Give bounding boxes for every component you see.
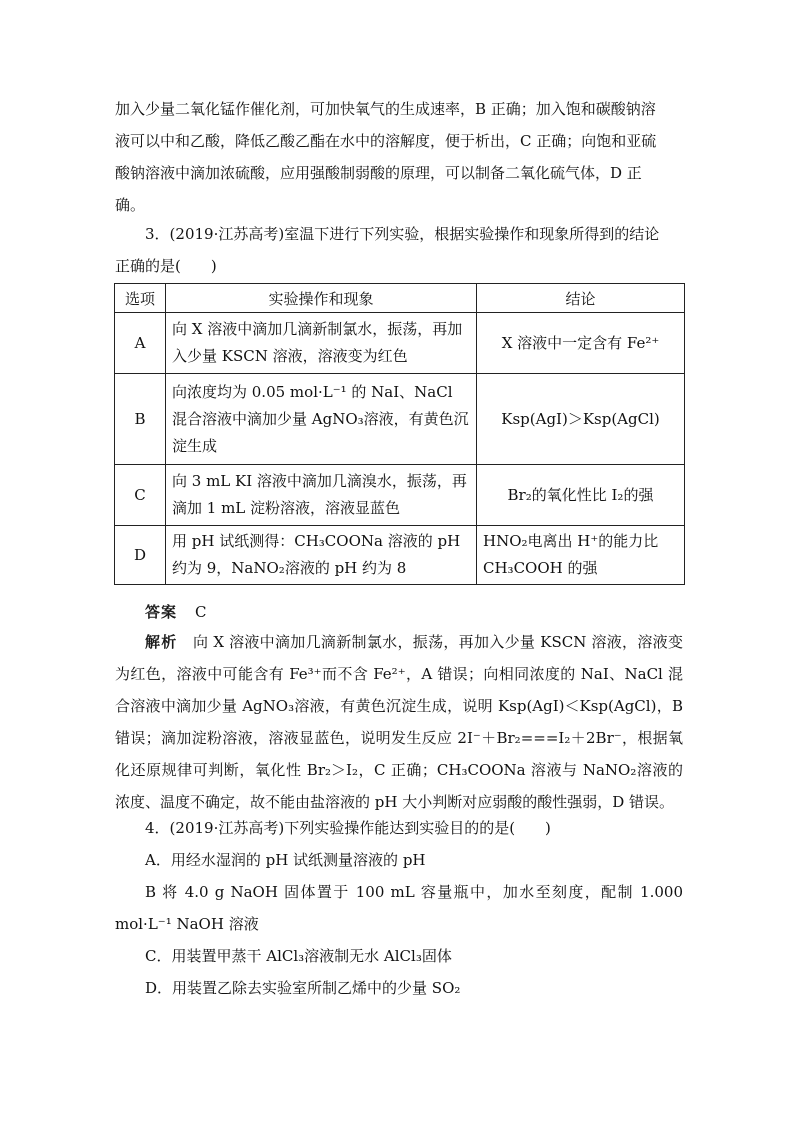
analysis-text: 向 X 溶液中滴加几滴新制氯水，振荡，再加入少量 KSCN 溶液，溶液变为红色，溶液中可能含有 Fe³⁺而不含 Fe²⁺，A 错误；向相同浓度的 NaI、NaCl 混合溶液中滴加少量 AgNO₃溶液，有黄色沉淀生成，说明 Ksp(AgI)＜Ksp(AgCl)，B 错误；滴加淀粉溶液，溶液显蓝色，说明发生反应 2I⁻＋Br₂===I₂＋2Br⁻，根据氧化还原规律可判断，氧化性 Br₂＞I₂，C 正确；CH₃COONa 溶液与 NaNO₂溶液的浓度、温度不确定，故不能由盐溶液的 pH 大小判断对应弱酸的酸性强弱，D 错误。 — [115, 633, 683, 811]
question-4-option-b: B 将 4.0 g NaOH 固体置于 100 mL 容量瓶中，加水至刻度，配制 1.000 mol·L⁻¹ NaOH 溶液 — [115, 883, 683, 933]
analysis-label: 解析 — [145, 633, 178, 651]
intro-line-1: 加入少量二氧化锰作催化剂，可加快氧气的生成速率，B 正确；加入饱和碳酸钠溶 — [115, 100, 656, 118]
answer-value: C — [195, 603, 207, 621]
question-4-option-d: D．用装置乙除去实验室所制乙烯中的少量 SO₂ — [145, 979, 461, 997]
answer-label: 答案 — [145, 603, 178, 621]
header-conclusion: 结论 — [477, 284, 685, 313]
row-operation: 向 3 mL KI 溶液中滴加几滴溴水，振荡，再滴加 1 mL 淀粉溶液，溶液显蓝色 — [166, 465, 477, 526]
table-row — [115, 526, 685, 585]
analysis-paragraph — [115, 626, 683, 818]
answer-line — [145, 596, 207, 628]
question-3-line-1: 3．(2019·江苏高考)室温下进行下列实验，根据实验操作和现象所得到的结论 — [145, 225, 660, 243]
table-row — [115, 374, 685, 465]
row-conclusion: X 溶液中一定含有 Fe²⁺ — [477, 313, 685, 374]
question-4 — [115, 812, 683, 1004]
question-4-option-a: A．用经水湿润的 pH 试纸测量溶液的 pH — [145, 851, 426, 869]
header-option: 选项 — [115, 284, 166, 313]
row-conclusion: Br₂的氧化性比 I₂的强 — [477, 465, 685, 526]
intro-line-4: 确。 — [115, 196, 146, 214]
question-3-stem — [115, 218, 683, 282]
row-option: C — [115, 465, 166, 526]
table-row — [115, 313, 685, 374]
experiment-table — [114, 283, 685, 585]
question-4-stem: 4．(2019·江苏高考)下列实验操作能达到实验目的的是( ) — [145, 819, 551, 837]
row-option: A — [115, 313, 166, 374]
intro-line-3: 酸钠溶液中滴加浓硫酸，应用强酸制弱酸的原理，可以制备二氧化硫气体，D 正 — [115, 164, 642, 182]
row-option: D — [115, 526, 166, 585]
table-header-row — [115, 284, 685, 313]
header-operation: 实验操作和现象 — [166, 284, 477, 313]
row-conclusion: Ksp(AgI)＞Ksp(AgCl) — [477, 374, 685, 465]
row-operation: 用 pH 试纸测得：CH₃COONa 溶液的 pH 约为 9，NaNO₂溶液的 pH 约为 8 — [166, 526, 477, 585]
question-3-line-2: 正确的是( ) — [115, 257, 217, 275]
row-operation: 向浓度均为 0.05 mol·L⁻¹ 的 NaI、NaCl 混合溶液中滴加少量 AgNO₃溶液，有黄色沉淀生成 — [166, 374, 477, 465]
row-option: B — [115, 374, 166, 465]
row-operation: 向 X 溶液中滴加几滴新制氯水，振荡，再加入少量 KSCN 溶液，溶液变为红色 — [166, 313, 477, 374]
question-4-option-c: C．用装置甲蒸干 AlCl₃溶液制无水 AlCl₃固体 — [145, 947, 452, 965]
row-conclusion: HNO₂电离出 H⁺的能力比 CH₃COOH 的强 — [477, 526, 685, 585]
intro-line-2: 液可以中和乙酸，降低乙酸乙酯在水中的溶解度，便于析出，C 正确；向饱和亚硫 — [115, 132, 657, 150]
table-row — [115, 465, 685, 526]
intro-paragraph — [115, 93, 683, 221]
